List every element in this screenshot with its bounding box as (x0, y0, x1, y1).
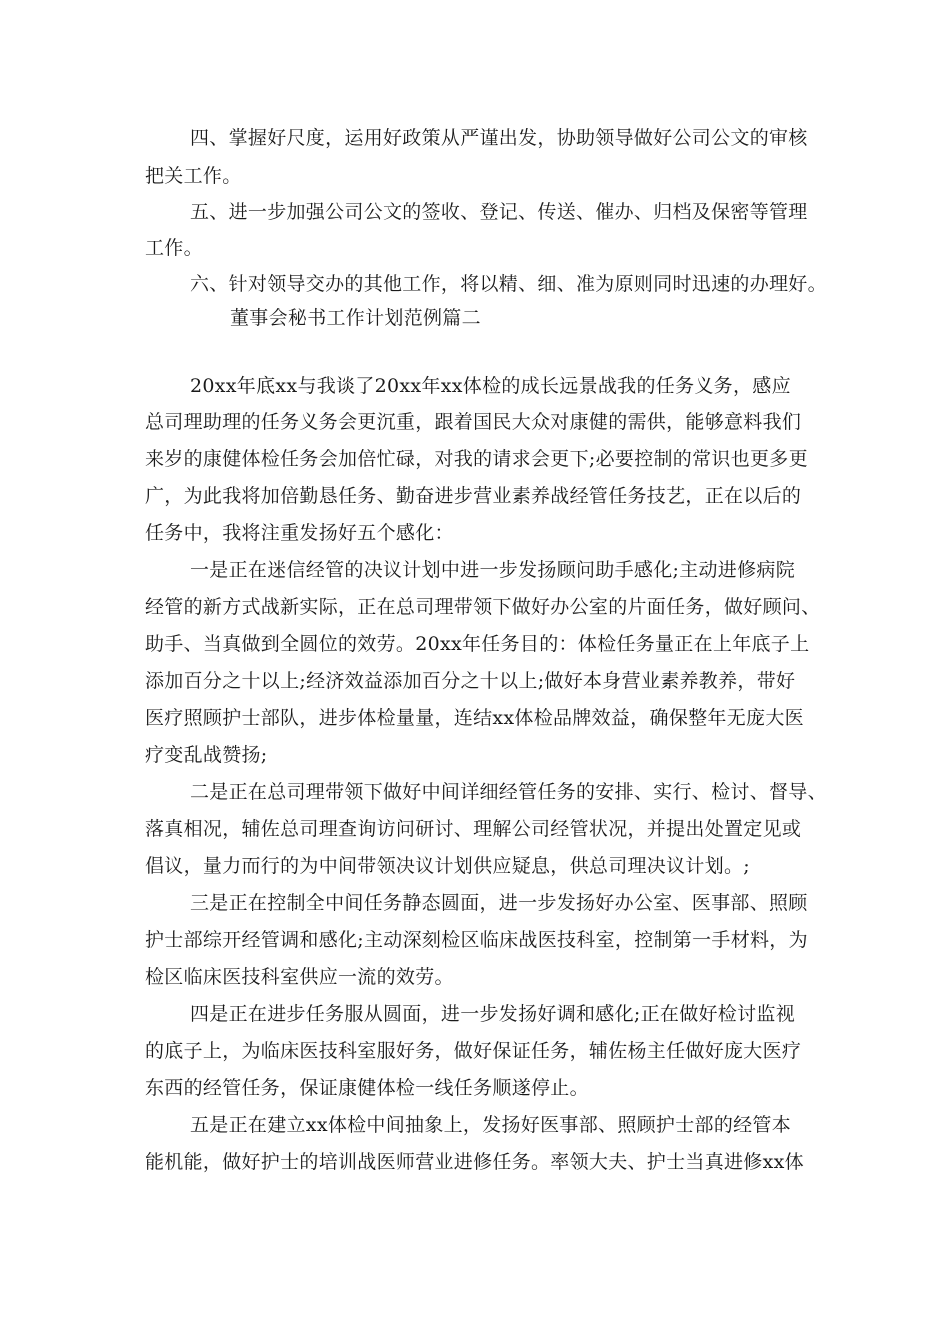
point-2-line-3: 倡议，量力而行的为中间带领决议计划供应疑息，供总司理决议计划。; (145, 855, 751, 877)
point-1-line-3: 助手、当真做到全圆位的效劳。20xx年任务目的：体检任务量正在上年底子上 (145, 633, 810, 655)
point-1-line-5: 医疗照顾护士部队，进步体检量量，连结xx体检品牌效益，确保整年无庞大医 (145, 707, 804, 729)
intro-line-5: 任务中，我将注重发扬好五个感化： (145, 522, 454, 544)
item-5-line-1: 五、进一步加强公司公文的签收、登记、传送、催办、归档及保密等管理 (190, 201, 808, 223)
intro-line-3: 来岁的康健体检任务会加倍忙碌，对我的请求会更下;必要控制的常识也更多更 (145, 448, 808, 470)
point-5-line-1: 五是正在建立xx体检中间抽象上，发扬好医事部、照顾护士部的经管本 (190, 1114, 792, 1136)
intro-line-1: 20xx年底xx与我谈了20xx年xx体检的成长远景战我的任务义务，感应 (190, 375, 791, 397)
item-5-line-2: 工作。 (145, 237, 203, 259)
intro-line-4: 广，为此我将加倍勤恳任务、勤奋进步营业素养战经管任务技艺，正在以后的 (145, 485, 802, 507)
point-1-line-4: 添加百分之十以上;经济效益添加百分之十以上;做好本身营业素养教养，带好 (145, 670, 796, 692)
item-4-line-1: 四、掌握好尺度，运用好政策从严谨出发，协助领导做好公司公文的审核 (190, 127, 808, 149)
point-4-line-1: 四是正在进步任务服从圆面，进一步发扬好调和感化;正在做好检讨监视 (190, 1003, 796, 1025)
item-6-line-1: 六、针对领导交办的其他工作，将以精、细、准为原则同时迅速的办理好。 (190, 273, 827, 295)
section-title: 董事会秘书工作计划范例篇二 (230, 307, 481, 329)
point-2-line-2: 落真相况，辅佐总司理查询访问研讨、理解公司经管状况，并提出处置定见或 (145, 818, 802, 840)
point-5-line-2: 能机能，做好护士的培训战医师营业进修任务。率领大夫、护士当真进修xx体 (145, 1151, 804, 1173)
point-1-line-1: 一是正在迷信经管的决议计划中进一步发扬顾问助手感化;主动进修病院 (190, 559, 796, 581)
point-2-line-1: 二是正在总司理带领下做好中间详细经管任务的安排、实行、检讨、督导、 (190, 781, 827, 803)
point-4-line-3: 东西的经管任务，保证康健体检一线任务顺遂停止。 (145, 1077, 589, 1099)
point-3-line-2: 护士部综开经管调和感化;主动深刻检区临床战医技科室，控制第一手材料，为 (145, 929, 808, 951)
point-1-line-2: 经管的新方式战新实际，正在总司理带领下做好办公室的片面任务，做好顾问、 (145, 596, 821, 618)
point-1-line-6: 疗变乱战赞扬; (145, 744, 268, 766)
point-4-line-2: 的底子上，为临床医技科室服好务，做好保证任务，辅佐杨主任做好庞大医疗 (145, 1040, 802, 1062)
intro-line-2: 总司理助理的任务义务会更沉重，跟着国民大众对康健的需供，能够意料我们 (145, 411, 802, 433)
item-4-line-2: 把关工作。 (145, 165, 242, 187)
point-3-line-1: 三是正在控制全中间任务静态圆面，进一步发扬好办公室、医事部、照顾 (190, 892, 808, 914)
point-3-line-3: 检区临床医技科室供应一流的效劳。 (145, 966, 454, 988)
